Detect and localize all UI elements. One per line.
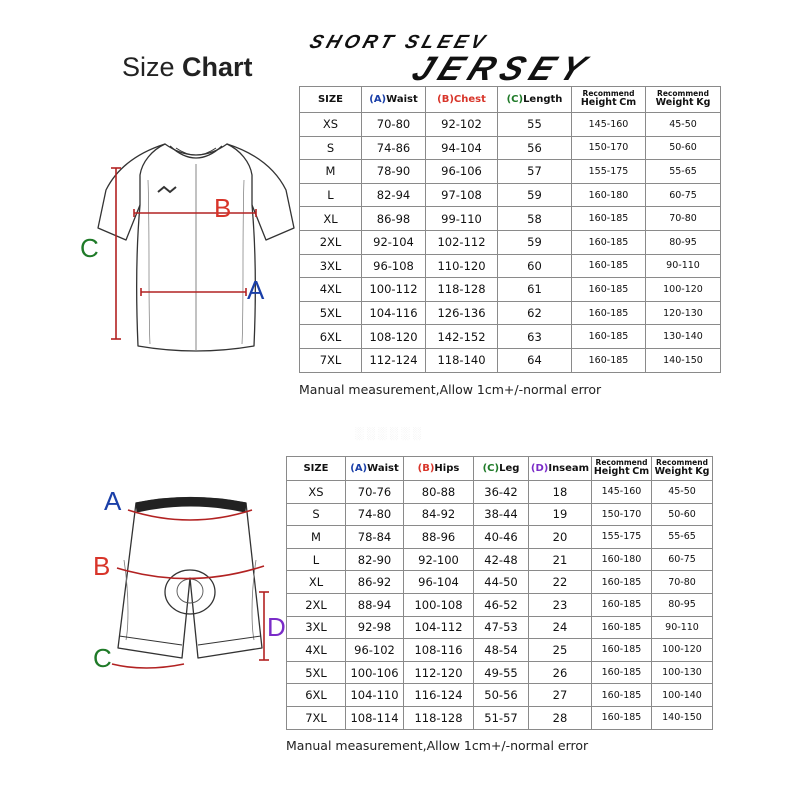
table-cell: 118-128 xyxy=(404,706,474,729)
table-cell: 19 xyxy=(529,503,592,526)
table-cell: 46-52 xyxy=(474,593,529,616)
table-cell: 40-46 xyxy=(474,526,529,549)
jersey-note: Manual measurement,Allow 1cm+/-normal error xyxy=(299,382,602,397)
table-cell: 160-185 xyxy=(572,348,646,372)
table-cell: 108-116 xyxy=(404,639,474,662)
table-cell: 92-102 xyxy=(426,113,498,137)
table-cell: 99-110 xyxy=(426,207,498,231)
table-cell: 88-96 xyxy=(404,526,474,549)
table-cell: 86-98 xyxy=(362,207,426,231)
table-cell: 48-54 xyxy=(474,639,529,662)
table-row xyxy=(300,207,721,231)
table-cell: 90-110 xyxy=(646,254,721,278)
table-cell: 155-175 xyxy=(572,160,646,184)
size-cell: L xyxy=(300,183,362,207)
header-length-letter: (C) xyxy=(506,94,524,105)
table-row xyxy=(300,254,721,278)
size-cell: 5XL xyxy=(287,661,346,684)
table-cell: 55-65 xyxy=(652,526,713,549)
header-height-main: Height xyxy=(580,97,617,109)
table-cell: 160-185 xyxy=(572,230,646,254)
table-cell: 160-185 xyxy=(572,207,646,231)
table-cell: 94-104 xyxy=(426,136,498,160)
header-length xyxy=(498,87,572,113)
table-cell: 96-108 xyxy=(362,254,426,278)
jersey-label-b: B xyxy=(214,193,232,223)
header-weight-unit: Kg xyxy=(695,466,710,478)
table-row xyxy=(287,706,713,729)
table-cell: 80-88 xyxy=(404,481,474,504)
table-cell: 155-175 xyxy=(592,526,652,549)
size-cell: M xyxy=(300,160,362,184)
table-cell: 57 xyxy=(498,160,572,184)
title-bold: Chart xyxy=(182,52,253,82)
watermark: ░░░░░░ xyxy=(355,426,425,440)
header-hips-label: Hips xyxy=(434,463,460,474)
table-cell: 160-185 xyxy=(572,254,646,278)
table-row xyxy=(300,348,721,372)
table-cell: 112-124 xyxy=(362,348,426,372)
table-cell: 56 xyxy=(498,136,572,160)
shorts-label-d: D xyxy=(267,612,286,642)
table-cell: 140-150 xyxy=(652,706,713,729)
table-cell: 45-50 xyxy=(646,113,721,137)
shorts-label-a: A xyxy=(104,486,122,516)
header-weight xyxy=(646,87,721,113)
size-cell: 2XL xyxy=(300,230,362,254)
header-waist-letter: (A) xyxy=(369,94,387,105)
table-cell: 108-114 xyxy=(346,706,404,729)
table-cell: 97-108 xyxy=(426,183,498,207)
jersey-label-c: C xyxy=(80,233,99,263)
shorts-label-b: B xyxy=(93,551,111,581)
table-cell: 42-48 xyxy=(474,548,529,571)
size-cell: 4XL xyxy=(300,278,362,302)
table-cell: 82-90 xyxy=(346,548,404,571)
table-cell: 116-124 xyxy=(404,684,474,707)
table-row xyxy=(287,526,713,549)
size-cell: XS xyxy=(300,113,362,137)
table-row xyxy=(287,661,713,684)
table-cell: 92-104 xyxy=(362,230,426,254)
product-title: JERSEY xyxy=(406,50,599,88)
header-inseam xyxy=(529,457,592,481)
table-cell: 110-120 xyxy=(426,254,498,278)
header-size: SIZE xyxy=(287,457,346,481)
header-height-top: Recommend xyxy=(595,458,648,468)
table-cell: 142-152 xyxy=(426,325,498,349)
size-cell: S xyxy=(300,136,362,160)
table-cell: 80-95 xyxy=(652,593,713,616)
jersey-diagram xyxy=(70,128,296,368)
header-inseam-label: Inseam xyxy=(548,463,590,474)
table-cell: 80-95 xyxy=(646,230,721,254)
header-size: SIZE xyxy=(300,87,362,113)
table-cell: 70-76 xyxy=(346,481,404,504)
header-height-unit: Cm xyxy=(619,97,637,109)
jersey-label-a: A xyxy=(247,275,265,305)
table-cell: 92-98 xyxy=(346,616,404,639)
header-inseam-letter: (D) xyxy=(530,463,549,474)
header-length-label: Length xyxy=(523,94,563,105)
table-cell: 50-60 xyxy=(646,136,721,160)
table-cell: 150-170 xyxy=(592,503,652,526)
table-cell: 160-185 xyxy=(592,661,652,684)
table-row xyxy=(300,160,721,184)
size-cell: XL xyxy=(287,571,346,594)
header-hips-letter: (B) xyxy=(417,463,435,474)
table-cell: 24 xyxy=(529,616,592,639)
table-cell: 74-80 xyxy=(346,503,404,526)
header-weight-main: Weight xyxy=(654,466,693,478)
table-cell: 104-112 xyxy=(404,616,474,639)
table-cell: 60-75 xyxy=(646,183,721,207)
header-weight-top: Recommend xyxy=(656,458,708,468)
header-height xyxy=(592,457,652,481)
title-regular: Size xyxy=(122,52,183,82)
table-cell: 55-65 xyxy=(646,160,721,184)
header-leg-letter: (C) xyxy=(482,463,500,474)
table-row xyxy=(287,548,713,571)
table-cell: 118-140 xyxy=(426,348,498,372)
table-cell: 150-170 xyxy=(572,136,646,160)
table-cell: 49-55 xyxy=(474,661,529,684)
table-row xyxy=(300,325,721,349)
table-cell: 51-57 xyxy=(474,706,529,729)
table-cell: 160-185 xyxy=(572,301,646,325)
table-cell: 86-92 xyxy=(346,571,404,594)
table-cell: 145-160 xyxy=(592,481,652,504)
table-cell: 64 xyxy=(498,348,572,372)
size-cell: 2XL xyxy=(287,593,346,616)
table-cell: 47-53 xyxy=(474,616,529,639)
table-row xyxy=(287,684,713,707)
table-cell: 59 xyxy=(498,230,572,254)
table-row xyxy=(287,593,713,616)
table-cell: 26 xyxy=(529,661,592,684)
table-cell: 84-92 xyxy=(404,503,474,526)
table-row xyxy=(300,183,721,207)
table-cell: 160-185 xyxy=(592,706,652,729)
size-cell: L xyxy=(287,548,346,571)
header-height-top: Recommend xyxy=(582,89,635,99)
table-cell: 45-50 xyxy=(652,481,713,504)
table-cell: 100-108 xyxy=(404,593,474,616)
table-cell: 28 xyxy=(529,706,592,729)
size-cell: S xyxy=(287,503,346,526)
header-weight-main: Weight xyxy=(655,97,694,109)
size-cell: 3XL xyxy=(287,616,346,639)
table-cell: 108-120 xyxy=(362,325,426,349)
shorts-note: Manual measurement,Allow 1cm+/-normal error xyxy=(286,738,589,753)
table-cell: 21 xyxy=(529,548,592,571)
table-cell: 62 xyxy=(498,301,572,325)
size-cell: 7XL xyxy=(300,348,362,372)
table-row xyxy=(287,616,713,639)
header-height xyxy=(572,87,646,113)
product-subtitle: SHORT SLEEV xyxy=(306,32,492,53)
header-weight xyxy=(652,457,713,481)
table-cell: 160-185 xyxy=(592,616,652,639)
header-height-unit: Cm xyxy=(632,466,650,478)
table-cell: 140-150 xyxy=(646,348,721,372)
table-cell: 118-128 xyxy=(426,278,498,302)
table-cell: 100-120 xyxy=(646,278,721,302)
table-cell: 160-185 xyxy=(572,325,646,349)
table-row xyxy=(287,571,713,594)
table-cell: 63 xyxy=(498,325,572,349)
table-cell: 27 xyxy=(529,684,592,707)
table-cell: 60 xyxy=(498,254,572,278)
table-cell: 38-44 xyxy=(474,503,529,526)
table-cell: 120-130 xyxy=(646,301,721,325)
header-height-main: Height xyxy=(593,466,630,478)
table-cell: 22 xyxy=(529,571,592,594)
table-cell: 92-100 xyxy=(404,548,474,571)
table-cell: 130-140 xyxy=(646,325,721,349)
table-cell: 61 xyxy=(498,278,572,302)
header-chest-letter: (B) xyxy=(437,94,454,105)
table-cell: 104-116 xyxy=(362,301,426,325)
table-cell: 78-90 xyxy=(362,160,426,184)
size-cell: 3XL xyxy=(300,254,362,278)
header-chest-label: Chest xyxy=(453,94,486,105)
table-cell: 160-185 xyxy=(592,639,652,662)
size-cell: 7XL xyxy=(287,706,346,729)
table-cell: 160-185 xyxy=(592,684,652,707)
header-chest xyxy=(426,87,498,113)
table-row xyxy=(287,639,713,662)
table-cell: 58 xyxy=(498,207,572,231)
header-weight-unit: Kg xyxy=(696,97,711,109)
table-row xyxy=(300,301,721,325)
table-cell: 160-185 xyxy=(592,571,652,594)
table-cell: 25 xyxy=(529,639,592,662)
size-cell: 5XL xyxy=(300,301,362,325)
table-cell: 126-136 xyxy=(426,301,498,325)
table-header-row xyxy=(300,87,721,113)
table-row xyxy=(300,113,721,137)
table-cell: 74-86 xyxy=(362,136,426,160)
table-cell: 36-42 xyxy=(474,481,529,504)
size-cell: 6XL xyxy=(287,684,346,707)
table-cell: 90-110 xyxy=(652,616,713,639)
table-cell: 160-185 xyxy=(572,278,646,302)
table-cell: 100-140 xyxy=(652,684,713,707)
header-waist xyxy=(362,87,426,113)
table-cell: 96-104 xyxy=(404,571,474,594)
shorts-table-body xyxy=(287,481,713,730)
table-row xyxy=(300,136,721,160)
table-cell: 82-94 xyxy=(362,183,426,207)
jersey-size-table xyxy=(299,86,721,373)
table-cell: 59 xyxy=(498,183,572,207)
table-cell: 20 xyxy=(529,526,592,549)
header-hips xyxy=(404,457,474,481)
table-cell: 60-75 xyxy=(652,548,713,571)
shorts-label-c: C xyxy=(93,643,112,673)
header-leg xyxy=(474,457,529,481)
size-cell: XS xyxy=(287,481,346,504)
table-row xyxy=(287,503,713,526)
table-header-row xyxy=(287,457,713,481)
size-cell: 6XL xyxy=(300,325,362,349)
table-cell: 100-130 xyxy=(652,661,713,684)
table-cell: 96-106 xyxy=(426,160,498,184)
header-waist xyxy=(346,457,404,481)
table-cell: 23 xyxy=(529,593,592,616)
table-cell: 18 xyxy=(529,481,592,504)
shorts-size-table xyxy=(286,456,713,730)
header-waist-letter: (A) xyxy=(350,463,368,474)
table-cell: 70-80 xyxy=(652,571,713,594)
table-cell: 96-102 xyxy=(346,639,404,662)
table-cell: 100-106 xyxy=(346,661,404,684)
page-title xyxy=(122,52,253,83)
table-cell: 50-56 xyxy=(474,684,529,707)
size-cell: M xyxy=(287,526,346,549)
header-waist-label: Waist xyxy=(367,463,399,474)
header-leg-label: Leg xyxy=(499,463,520,474)
table-cell: 102-112 xyxy=(426,230,498,254)
table-cell: 88-94 xyxy=(346,593,404,616)
table-row xyxy=(300,230,721,254)
header-waist-label: Waist xyxy=(386,94,418,105)
table-cell: 145-160 xyxy=(572,113,646,137)
table-cell: 104-110 xyxy=(346,684,404,707)
table-cell: 160-180 xyxy=(572,183,646,207)
jersey-table-body xyxy=(300,113,721,373)
table-row xyxy=(300,278,721,302)
table-cell: 160-185 xyxy=(592,593,652,616)
table-cell: 112-120 xyxy=(404,661,474,684)
table-cell: 44-50 xyxy=(474,571,529,594)
size-cell: XL xyxy=(300,207,362,231)
table-cell: 50-60 xyxy=(652,503,713,526)
size-cell: 4XL xyxy=(287,639,346,662)
header-weight-top: Recommend xyxy=(657,89,709,99)
table-cell: 70-80 xyxy=(362,113,426,137)
table-cell: 78-84 xyxy=(346,526,404,549)
table-cell: 100-120 xyxy=(652,639,713,662)
table-cell: 55 xyxy=(498,113,572,137)
table-cell: 70-80 xyxy=(646,207,721,231)
table-row xyxy=(287,481,713,504)
table-cell: 100-112 xyxy=(362,278,426,302)
table-cell: 160-180 xyxy=(592,548,652,571)
